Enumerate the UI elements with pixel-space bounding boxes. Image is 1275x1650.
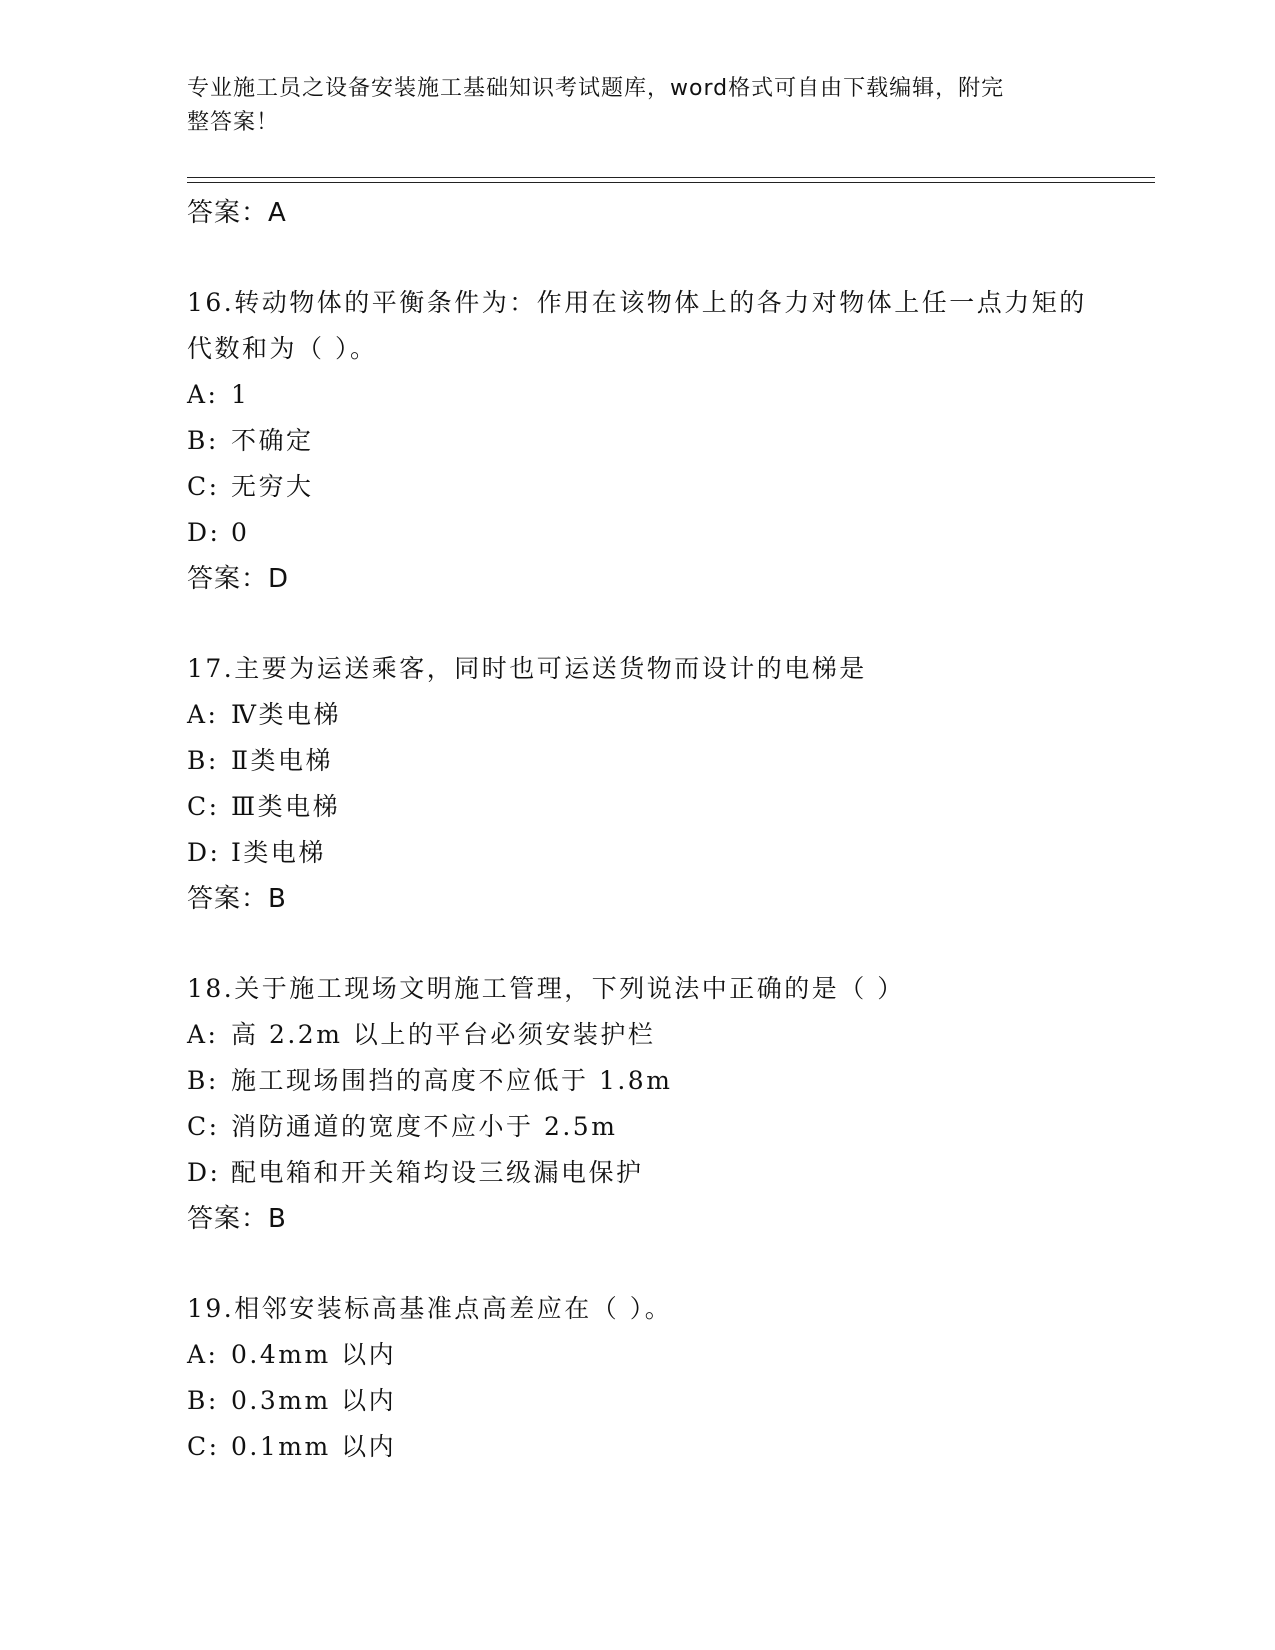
option-text: 0.3mm 以内 — [231, 1386, 397, 1415]
option-a — [187, 692, 1087, 738]
question-17 — [187, 646, 1087, 922]
option-text: Ⅰ类电梯 — [231, 838, 326, 867]
question-18 — [187, 966, 1087, 1242]
option-letter: C: — [187, 1432, 220, 1461]
option-c — [187, 464, 1087, 510]
option-text: 高 2.2m 以上的平台必须安装护栏 — [231, 1020, 656, 1049]
option-text: 1 — [231, 380, 250, 409]
answer-line: 答案：B — [187, 884, 287, 914]
option-text: 0 — [231, 518, 250, 547]
option-b — [187, 418, 1087, 464]
option-letter: B: — [187, 1066, 219, 1095]
option-text: Ⅱ类电梯 — [231, 746, 333, 775]
option-letter: B: — [187, 426, 219, 455]
header-line-1: 专业施工员之设备安装施工基础知识考试题库，word格式可自由下载编辑，附完 — [187, 76, 1005, 101]
header-line-2: 整答案！ — [187, 110, 280, 135]
question-text: 16.转动物体的平衡条件为：作用在该物体上的各力对物体上任一点力矩的代数和为（ ）。 — [187, 288, 1087, 363]
option-text: 无穷大 — [231, 472, 314, 501]
option-letter: A: — [187, 1340, 219, 1369]
option-text: 0.4mm 以内 — [231, 1340, 397, 1369]
option-letter: C: — [187, 792, 220, 821]
document-header — [187, 72, 1067, 140]
option-a — [187, 372, 1087, 418]
option-d — [187, 1150, 1087, 1196]
question-19 — [187, 1286, 1087, 1470]
option-letter: D: — [187, 838, 221, 867]
option-letter: D: — [187, 518, 221, 547]
question-text: 18.关于施工现场文明施工管理，下列说法中正确的是（ ） — [187, 974, 905, 1003]
option-letter: B: — [187, 1386, 219, 1415]
option-letter: C: — [187, 472, 220, 501]
option-a — [187, 1012, 1087, 1058]
option-c — [187, 1104, 1087, 1150]
option-c — [187, 784, 1087, 830]
option-text: 不确定 — [231, 426, 314, 455]
option-letter: C: — [187, 1112, 220, 1141]
option-c — [187, 1424, 1087, 1470]
option-letter: D: — [187, 1158, 221, 1187]
answer-line: 答案：D — [187, 564, 290, 594]
option-letter: B: — [187, 746, 219, 775]
option-text: 0.1mm 以内 — [231, 1432, 397, 1461]
option-text: 配电箱和开关箱均设三级漏电保护 — [231, 1158, 644, 1187]
option-text: 施工现场围挡的高度不应低于 1.8m — [231, 1066, 673, 1095]
header-divider-top — [187, 177, 1155, 178]
option-b — [187, 738, 1087, 784]
question-text: 17.主要为运送乘客，同时也可运送货物而设计的电梯是 — [187, 654, 867, 683]
question-list — [187, 190, 1087, 1470]
option-letter: A: — [187, 380, 219, 409]
answer-line: 答案：B — [187, 1204, 287, 1234]
question-text: 19.相邻安装标高基准点高差应在（ ）。 — [187, 1294, 673, 1323]
header-divider-bottom — [187, 182, 1155, 183]
question-16 — [187, 280, 1087, 602]
option-text: 消防通道的宽度不应小于 2.5m — [231, 1112, 618, 1141]
option-b — [187, 1058, 1087, 1104]
option-letter: A: — [187, 700, 219, 729]
answer-line: 答案：A — [187, 198, 287, 228]
option-a — [187, 1332, 1087, 1378]
option-text: Ⅲ类电梯 — [231, 792, 341, 821]
option-letter: A: — [187, 1020, 219, 1049]
option-b — [187, 1378, 1087, 1424]
option-text: Ⅳ类电梯 — [231, 700, 341, 729]
option-d — [187, 830, 1087, 876]
option-d — [187, 510, 1087, 556]
